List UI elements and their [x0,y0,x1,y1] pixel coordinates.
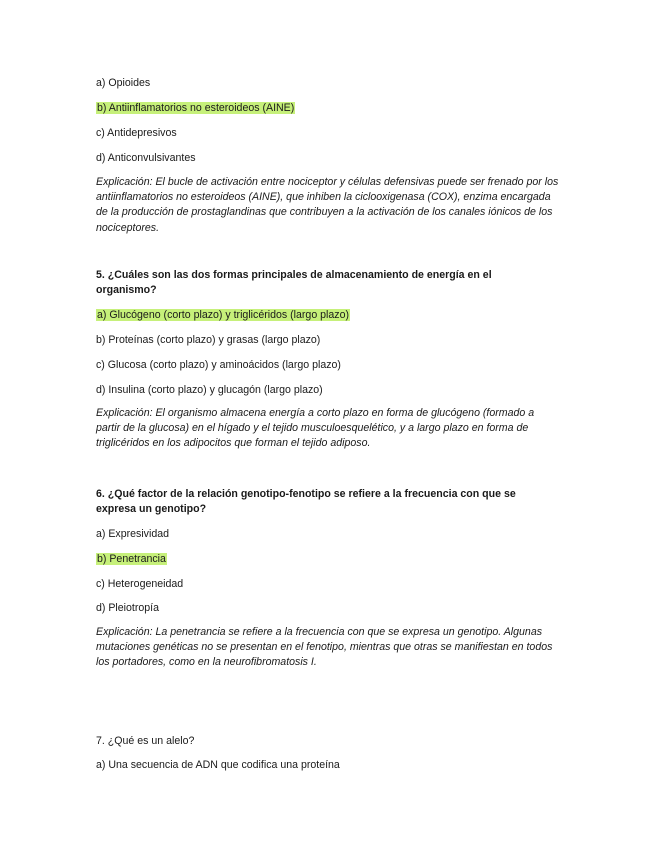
question-5: 5. ¿Cuáles son las dos formas principales de almacenamiento de energía en el organismo? [96,269,492,296]
question-7: 7. ¿Qué es un alelo? [96,735,195,747]
q6-option-a: a) Expresividad [96,528,170,540]
q6-explanation: Explicación: La penetrancia se refiere a la frecuencia con que se expresa un genotipo. Algunas mutaciones genéticas no se presentan en el fenotipo, mientras que otras se manifiestan en todos los portadores, como en la neurofibromatosis I. [96,626,553,669]
correct-answer-highlight: b) Antiinflamatorios no esteroideos (AINE) [97,102,295,114]
question-6: 6. ¿Qué factor de la relación genotipo-fenotipo se refiere a la frecuencia con que se expresa un genotipo? [96,488,516,515]
q5-option-a-correct [96,308,350,323]
q6-option-b-correct [96,552,167,567]
q5-option-b: b) Proteínas (corto plazo) y grasas (largo plazo) [96,334,321,346]
option-a-opioides: a) Opioides [96,77,151,89]
option-c-antidepresivos: c) Antidepresivos [96,127,177,139]
correct-answer-highlight: b) Penetrancia [97,553,166,565]
option-d-anticonvulsivantes: d) Anticonvulsivantes [96,152,196,164]
q5-explanation: Explicación: El organismo almacena energía a corto plazo en forma de glucógeno (formado a partir de la glucosa) en el hígado y el tejido musculoesquelético, y a largo plazo en forma de triglicéridos en los adipocitos que forman el tejido adiposo. [96,407,535,450]
q6-option-d: d) Pleiotropía [96,602,160,614]
q6-option-c: c) Heterogeneidad [96,578,184,590]
option-b-aine-correct [96,101,295,116]
q5-option-c: c) Glucosa (corto plazo) y aminoácidos (largo plazo) [96,359,341,371]
q5-option-d: d) Insulina (corto plazo) y glucagón (largo plazo) [96,384,323,396]
correct-answer-highlight: a) Glucógeno (corto plazo) y triglicéridos (largo plazo) [97,309,350,321]
q7-option-a: a) Una secuencia de ADN que codifica una proteína [96,759,340,771]
explanation-aine: Explicación: El bucle de activación entre nociceptor y células defensivas puede ser frenado por los antiinflamatorios no esteroideos (AINE), que inhiben la ciclooxigenasa (COX), enzima encargada de la producción de prostaglandinas que contribuyen a la activación de los canales iónicos de los nociceptores. [96,176,559,234]
